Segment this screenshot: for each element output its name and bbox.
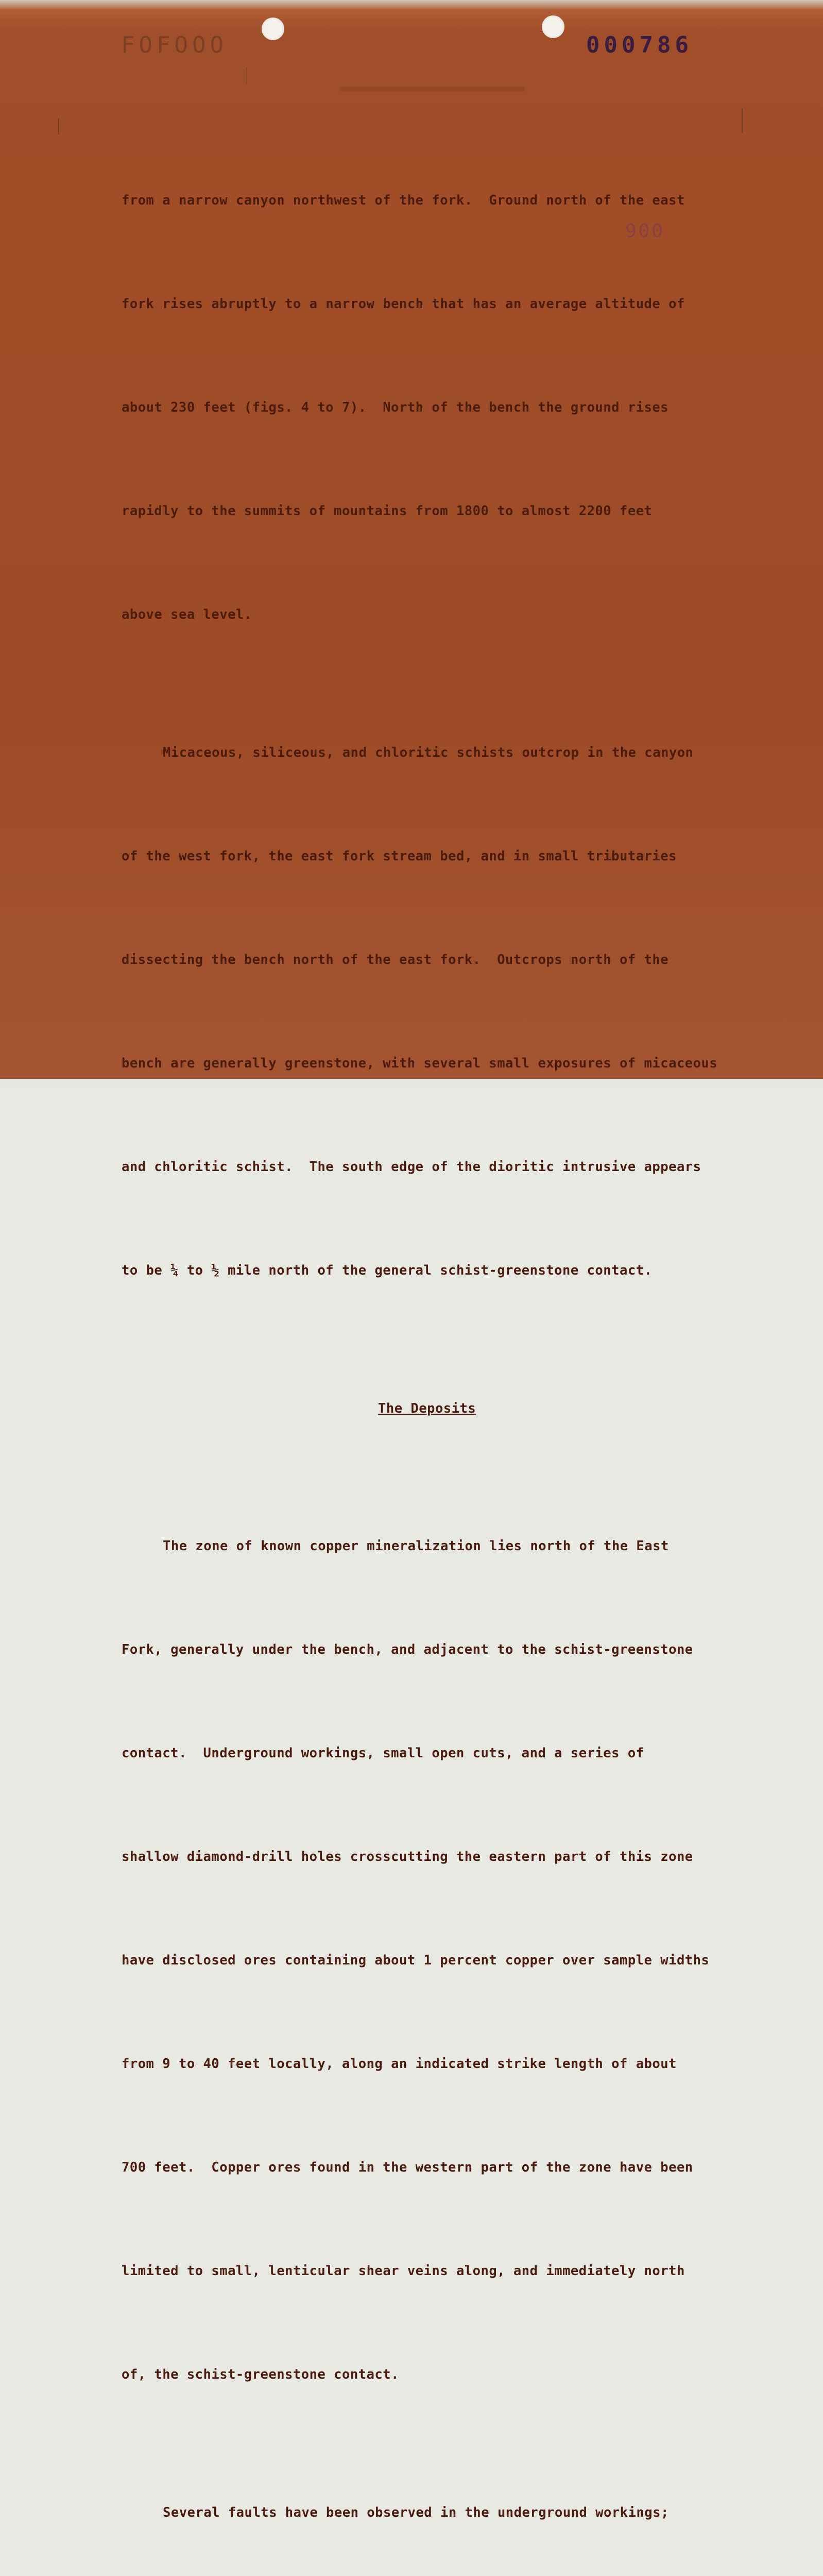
paragraph-3-line: Fork, generally under the bench, and adjacent to the schist-greenstone — [122, 1642, 693, 1657]
margin-mark — [246, 67, 247, 84]
paragraph-2-line: of the west fork, the east fork stream bed, and in small tributaries — [122, 849, 677, 864]
paragraph-1-line: rapidly to the summits of mountains from 1800 to almost 2200 feet — [122, 503, 653, 519]
left-margin-tick — [58, 118, 59, 135]
paragraph-3-line: contact. Underground workings, small open cuts, and a series of — [122, 1745, 644, 1761]
paragraph-2-line: Micaceous, siliceous, and chloritic schists outcrop in the canyon — [163, 745, 694, 760]
paragraph-3-line: shallow diamond-drill holes crosscutting the eastern part of this zone — [122, 1849, 693, 1865]
paragraph-1-line: above sea level. — [122, 607, 252, 622]
paragraph-2-line: dissecting the bench north of the east fork. Outcrops north of the — [122, 952, 669, 968]
paragraph-1-line: fork rises abruptly to a narrow bench that has an average altitude of — [122, 296, 685, 312]
punch-hole-left — [262, 18, 284, 40]
document-body — [122, 114, 760, 2576]
paragraph-1-line: about 230 feet (figs. 4 to 7). North of the bench the ground rises — [122, 400, 669, 415]
paragraph-2-line: and chloritic schist. The south edge of the dioritic intrusive appears — [122, 1159, 701, 1175]
paragraph-3-line: from 9 to 40 feet locally, along an indicated strike length of about — [122, 2056, 677, 2072]
paragraph-3-line: The zone of known copper mineralization lies north of the East — [163, 1538, 669, 1554]
serial-number-right: 000786 — [586, 32, 693, 58]
top-edge-strip — [0, 0, 823, 9]
paragraph-3-line: limited to small, lenticular shear veins along, and immediately north — [122, 2263, 685, 2279]
overprint-stamp: 900 — [625, 221, 665, 242]
paragraph-3-line: of, the schist-greenstone contact. — [122, 2367, 399, 2382]
punch-hole-right — [542, 15, 564, 38]
ink-smudge — [340, 87, 525, 92]
paragraph-2-line: bench are generally greenstone, with several small exposures of micaceous — [122, 1056, 718, 1071]
serial-number-left: FOFOOO — [121, 32, 228, 58]
paragraph-3-line: have disclosed ores containing about 1 percent copper over sample widths — [122, 1953, 710, 1968]
paragraph-4-line: Several faults have been observed in the underground workings; — [163, 2505, 669, 2520]
paragraph-3-line: 700 feet. Copper ores found in the western part of the zone have been — [122, 2160, 693, 2175]
paragraph-2-line: to be ¼ to ½ mile north of the general schist-greenstone contact. — [122, 1263, 653, 1278]
section-heading — [122, 1392, 760, 1426]
paragraph-1-line: from a narrow canyon northwest of the fork. Ground north of the east — [122, 193, 685, 208]
section-heading-text: The Deposits — [378, 1401, 476, 1416]
